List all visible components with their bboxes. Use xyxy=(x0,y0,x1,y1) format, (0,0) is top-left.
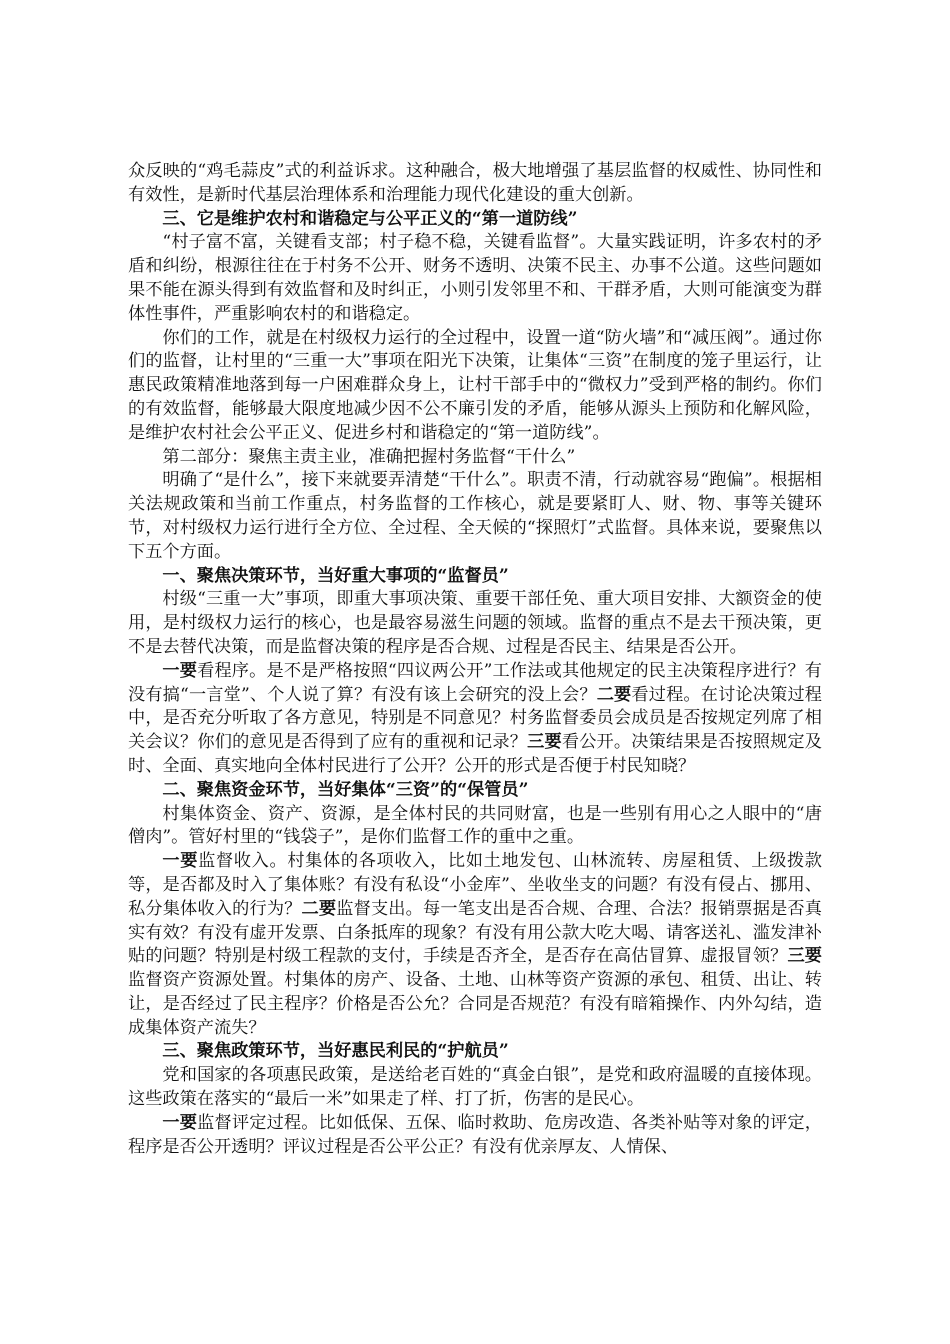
emphasis-text: 一要 xyxy=(162,660,198,681)
body-paragraph: 村级“三重一大”事项，即重大事项决策、重要干部任免、重大项目安排、大额资金的使用，是村级权力运行的核心，也是最容易滋生问题的领域。监督的重点不是去干预决策，更不是去替代决策，而是监督决策的程序是否合规、过程是否民主、结果是否公开。 xyxy=(128,589,822,657)
body-paragraph: 明确了“是什么”，接下来就要弄清楚“干什么”。职责不清，行动就容易“跑偏”。根据相关法规政策和当前工作重点，村务监督的工作核心，就是要紧盯人、财、物、事等关键环节，对村级权力运行进行全方位、全过程、全天候的“探照灯”式监督。具体来说，要聚焦以下五个方面。 xyxy=(128,470,822,562)
document-page xyxy=(128,160,822,1159)
emphasis-text: 三要 xyxy=(527,732,562,753)
section-heading: 二、聚焦资金环节，当好集体“三资”的“保管员” xyxy=(162,779,529,800)
section-heading: 一、聚焦决策环节，当好重大事项的“监督员” xyxy=(162,565,509,586)
body-paragraph: 你们的工作，就是在村级权力运行的全过程中，设置一道“防火墙”和“减压阀”。通过你们的监督，让村里的“三重一大”事项在阳光下决策，让集体“三资”在制度的笼子里运行，让惠民政策精准地落到每一户困难群众身上，让村干部手中的“微权力”受到严格的制约。你们的有效监督，能够最大限度地减少因不公不廉引发的矛盾，能够从源头上预防和化解风险，是维护农村社会公平正义、促进乡村和谐稳定的“第一道防线”。 xyxy=(128,327,822,443)
body-text: 看程序。是不是严格按照“四议两公开”工作法或其他规定的民主决策程序进行？有没有搞“一言堂”、个人说了算？有没有该上会研究的没上会？ xyxy=(128,660,822,705)
paragraph-continuation: 众反映的“鸡毛蒜皮”式的利益诉求。这种融合，极大地增强了基层监督的权威性、协同性和有效性，是新时代基层治理体系和治理能力现代化建设的重大创新。 xyxy=(128,161,822,205)
section-heading: 三、聚焦政策环节，当好惠民利民的“护航员” xyxy=(162,1041,509,1062)
emphasis-text: 二要 xyxy=(301,898,337,919)
body-text: 监督评定过程。比如低保、五保、临时救助、危房改造、各类补贴等对象的评定，程序是否公开透明？评议过程是否公平公正？有没有优亲厚友、人情保、 xyxy=(128,1112,822,1157)
section-heading: 三、它是维护农村和谐稳定与公平正义的“第一道防线” xyxy=(162,208,578,229)
emphasis-text: 二要 xyxy=(596,684,632,705)
body-paragraph-rich xyxy=(128,850,822,1040)
body-text: 看公开。决策结果是否按照规定及时、全面、真实地向全体村民进行了公开？公开的形式是否便于村民知晓？ xyxy=(128,732,822,776)
body-paragraph: 党和国家的各项惠民政策，是送给老百姓的“真金白银”，是党和政府温暖的直接体现。这些政策在落实的“最后一米”如果走了样、打了折，伤害的是民心。 xyxy=(128,1065,822,1110)
body-text: 监督资产资源处置。村集体的房产、设备、土地、山林等资产资源的承包、租赁、出让、转让，是否经过了民主程序？价格是否公允？合同是否规范？有没有暗箱操作、内外勾结，造成集体资产流失？ xyxy=(128,970,822,1038)
emphasis-text: 三要 xyxy=(787,946,822,967)
body-text: 看过程。在讨论决策过程中，是否充分听取了各方意见，特别是不同意见？村务监督委员会成员是否按规定列席了相关会议？你们的意见是否得到了应有的重视和记录？ xyxy=(128,684,822,753)
emphasis-text: 一要 xyxy=(162,851,199,872)
part-title-paragraph: 第二部分：聚焦主责主业，准确把握村务监督“干什么” xyxy=(162,446,576,467)
body-paragraph-rich xyxy=(128,1112,822,1160)
body-paragraph-rich xyxy=(128,660,822,779)
body-text: 监督收入。村集体的各项收入，比如土地发包、山林流转、房屋租赁、上级拨款等，是否都及时入了集体账？有没有私设“小金库”、坐收坐支的问题？有没有侵占、挪用、私分集体收入的行为？ xyxy=(128,851,822,919)
body-text: 监督支出。每一笔支出是否合规、合理、合法？报销票据是否真实有效？有没有虚开发票、白条抵库的现象？有没有用公款大吃大喝、请客送礼、滥发津补贴的问题？特别是村级工程款的支付，手续是否齐全，是否存在高估冒算、虚报冒领？ xyxy=(128,898,822,967)
body-paragraph: 村集体资金、资产、资源，是全体村民的共同财富，也是一些别有用心之人眼中的“唐僧肉”。管好村里的“钱袋子”，是你们监督工作的重中之重。 xyxy=(128,803,822,848)
body-paragraph: “村子富不富，关键看支部；村子稳不稳，关键看监督”。大量实践证明，许多农村的矛盾和纠纷，根源往往在于村务不公开、财务不透明、决策不民主、办事不公道。这些问题如果不能在源头得到有效监督和及时纠正，小则引发邻里不和、干群矛盾，大则可能演变为群体性事件，严重影响农村的和谐稳定。 xyxy=(128,232,822,324)
emphasis-text: 一要 xyxy=(162,1112,198,1133)
